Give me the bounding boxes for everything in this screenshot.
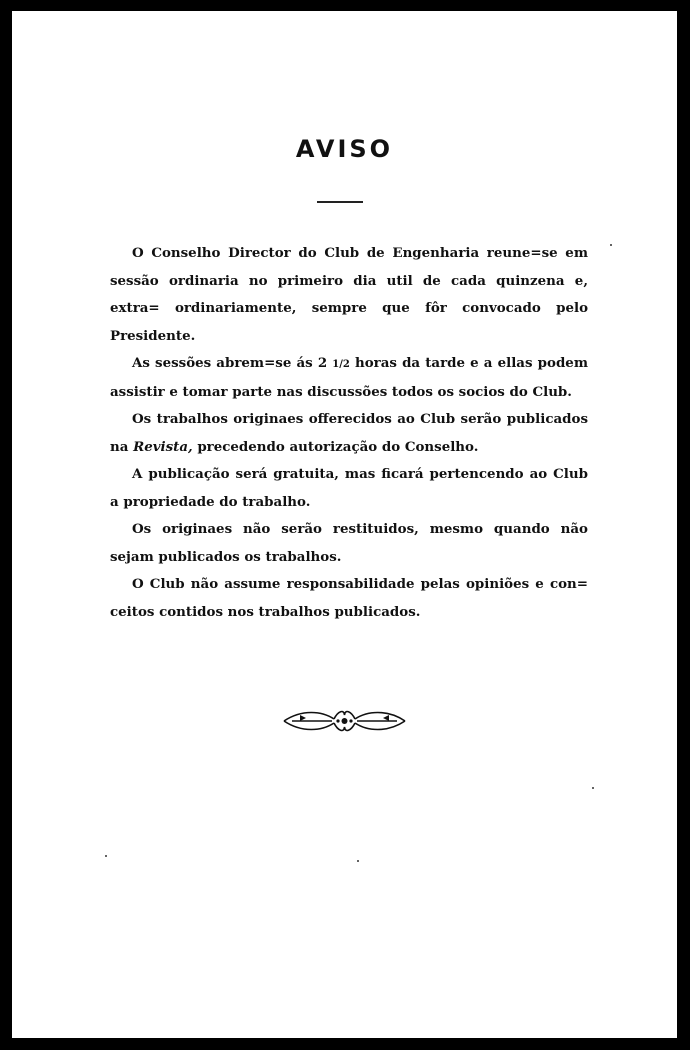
paper-speck xyxy=(105,855,107,857)
paragraph-2-fraction: 1/2 xyxy=(332,359,350,370)
paragraph-5: Os originaes não serão restituidos, mesmo quando não sejam publicados os trabalhos. xyxy=(110,521,588,565)
paragraph-3 xyxy=(110,406,588,461)
paragraph-2 xyxy=(110,350,588,406)
paragraph-3-start: Os trabalhos originaes offerecidos ao Club serão publicados na xyxy=(110,411,588,455)
paragraph-3-italic: Revista, xyxy=(133,438,193,455)
paragraph-1: O Conselho Director do Club de Engenharia reune=se em sessão ordinaria no primeiro dia util de cada quinzena e, extra= ordinariamente, sempre que fôr convocado pelo Presidente. xyxy=(110,245,588,344)
paper-speck xyxy=(357,860,359,862)
paragraph-6: O Club não assume responsabilidade pelas opiniões e con= ceitos contidos nos trabalhos publicados. xyxy=(110,576,588,620)
title-divider xyxy=(317,201,363,203)
paper-speck xyxy=(610,244,612,246)
paragraph-2-end: horas da tarde e a ellas podem assistir e tomar parte nas discussões todos os socios do Club. xyxy=(110,355,588,400)
paragraph-3-end: precedendo autorização do Conselho. xyxy=(192,438,479,455)
decorative-ornament-icon xyxy=(282,701,407,741)
page-title: AVISO xyxy=(295,135,394,163)
document-page xyxy=(12,11,677,1038)
paragraph-2-start: As sessões abrem=se ás 2 xyxy=(132,355,333,371)
notice-body xyxy=(110,240,588,626)
paragraph-4: A publicação será gratuita, mas ficará pertencendo ao Club a propriedade do trabalho. xyxy=(110,466,588,510)
paper-speck xyxy=(592,787,594,789)
